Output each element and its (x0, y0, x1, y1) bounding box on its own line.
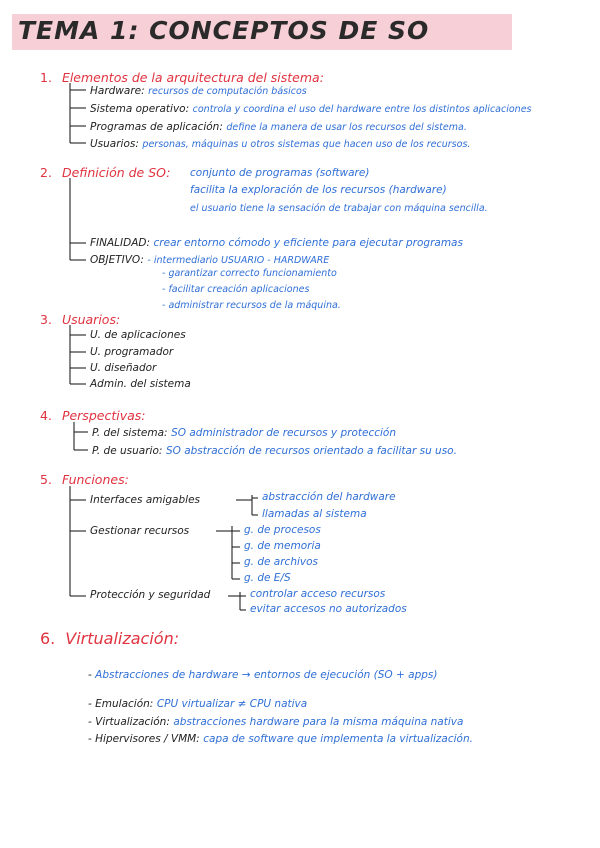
s1-item-hardware: Hardware: recursos de computación básicos (90, 85, 307, 97)
s5-gestionar-c: g. de archivos (244, 556, 319, 568)
section-2-heading: 2. Definición de SO: (40, 165, 171, 180)
s6-line-1: - Abstracciones de hardware → entornos de ejecución (SO + apps) (88, 669, 438, 681)
s6-line-3: - Virtualización: abstracciones hardware para la misma máquina nativa (88, 716, 464, 728)
s5-proteccion-a: controlar acceso recursos (250, 588, 386, 600)
s5-interfaces-a: abstracción del hardware (262, 491, 396, 503)
s2-obj-2: - garantizar correcto funcionamiento (162, 268, 337, 279)
s5-interfaces-b: llamadas al sistema (262, 508, 367, 520)
section-1-heading: 1. Elementos de la arquitectura del sistema: (40, 70, 324, 85)
s3-item: Admin. del sistema (90, 378, 191, 390)
s5-gestionar-d: g. de E/S (244, 572, 291, 584)
s6-line-4: - Hipervisores / VMM: capa de software que implementa la virtualización. (88, 733, 473, 745)
page-title: TEMA 1: CONCEPTOS DE SO (18, 16, 430, 45)
s2-def-2: facilita la exploración de los recursos (hardware) (190, 184, 447, 196)
s1-item-usuarios: Usuarios: personas, máquinas u otros sistemas que hacen uso de los recursos. (90, 138, 471, 150)
s5-gestionar-b: g. de memoria (244, 540, 321, 552)
section-6-heading: 6. Virtualización: (40, 629, 180, 648)
s2-objetivo: OBJETIVO: - intermediario USUARIO - HARDWARE (90, 254, 330, 266)
s2-def-3: el usuario tiene la sensación de trabajar con máquina sencilla. (190, 203, 488, 214)
s2-finalidad: FINALIDAD: crear entorno cómodo y eficiente para ejecutar programas (90, 237, 463, 249)
s5-proteccion: Protección y seguridad (90, 589, 211, 601)
s1-item-so: Sistema operativo: controla y coordina el uso del hardware entre los distintos aplicaciones (90, 103, 532, 115)
s5-interfaces: Interfaces amigables (90, 494, 201, 506)
s3-item: U. programador (90, 346, 174, 358)
s5-gestionar: Gestionar recursos (90, 525, 190, 537)
s3-item: U. diseñador (90, 362, 157, 374)
section-5-heading: 5. Funciones: (40, 472, 129, 487)
s6-line-2: - Emulación: CPU virtualizar ≠ CPU nativa (88, 698, 308, 710)
s3-item: U. de aplicaciones (90, 329, 186, 341)
s5-gestionar-a: g. de procesos (244, 524, 321, 536)
s2-def-1: conjunto de programas (software) (190, 167, 370, 179)
section-3-heading: 3. Usuarios: (40, 312, 121, 327)
s4-item-sistema: P. del sistema: SO administrador de recursos y protección (92, 427, 397, 439)
s2-obj-4: - administrar recursos de la máquina. (162, 300, 341, 311)
s4-item-usuario: P. de usuario: SO abstracción de recursos orientado a facilitar su uso. (92, 445, 457, 457)
s1-item-programas: Programas de aplicación: define la manera de usar los recursos del sistema. (90, 121, 467, 133)
s5-proteccion-b: evitar accesos no autorizados (250, 603, 407, 615)
s2-obj-3: - facilitar creación aplicaciones (162, 284, 310, 295)
section-4-heading: 4. Perspectivas: (40, 408, 146, 423)
